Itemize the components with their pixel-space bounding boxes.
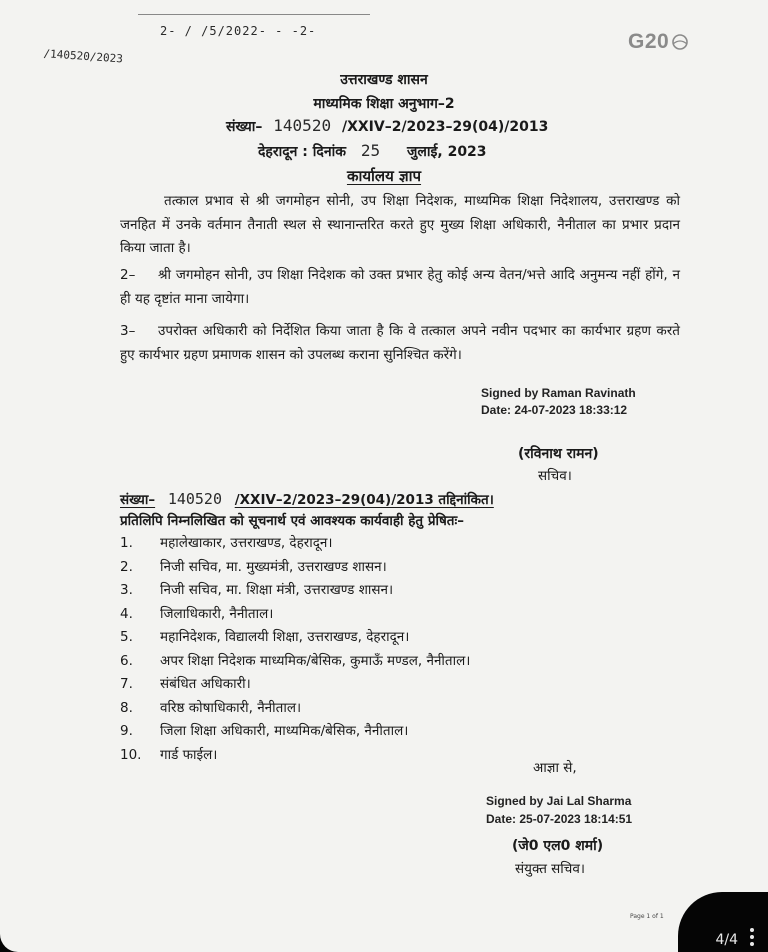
copy-number-suffix: /XXIV–2/2023–29(04)/2013 तद्दिनांकित। (234, 492, 494, 508)
order-date (258, 141, 487, 161)
list-item: 2. निजी सचिव, मा. मुख्यमंत्री, उत्तराखण्ड शासन। (120, 558, 387, 575)
g20-logo (628, 30, 698, 60)
more-options-icon[interactable] (744, 926, 760, 948)
list-item: 9. जिला शिक्षा अधिकारी, माध्यमिक/बेसिक, नैनीताल। (120, 723, 409, 739)
distribution-list (120, 532, 640, 767)
memo-title: कार्यालय ज्ञाप (346, 167, 422, 185)
date-handwritten: 25 (360, 141, 381, 160)
by-order: आज्ञा से, (533, 760, 577, 776)
list-item: 5. महानिदेशक, विद्यालयी शिक्षा, उत्तराखण्ड, देहरादून। (120, 629, 410, 645)
copy-number (120, 490, 494, 508)
page-counter: 4/4 (715, 932, 738, 948)
list-item: 6. अपर शिक्षा निदेशक माध्यमिक/बेसिक, कुमाऊँ मण्डल, नैनीताल। (120, 652, 471, 669)
paragraph-2 (120, 264, 680, 311)
list-item: 10. गार्ड फाईल। (120, 746, 218, 763)
order-number (226, 116, 548, 136)
handwritten-date: 2- / /5/2022- - -2- (160, 24, 317, 38)
signature-2-signed-by: Signed by Jai Lal Sharma (486, 794, 632, 808)
signature-2-name: (जे0 एल0 शर्मा) (512, 838, 604, 854)
reference-stamp: /140520/2023 (43, 47, 124, 66)
paragraph-1: तत्काल प्रभाव से श्री जगमोहन सोनी, उप शिक्षा निदेशक, माध्यमिक शिक्षा निदेशालय, उत्तराखण्ड को जनहित में उनके वर्तमान तैनाती स्थल से स्थानान्तरित करते हुए मुख्य शिक्षा अधिकारी, नैनीताल का प्रभार प्रदान किया जाता है। (120, 193, 680, 256)
signature-2-designation: संयुक्त सचिव। (515, 861, 585, 877)
signature-1-signed-by: Signed by Raman Ravinath (481, 386, 636, 400)
top-rule (138, 14, 370, 15)
number-handwritten: 140520 (273, 116, 332, 135)
department-name: माध्यमिक शिक्षा अनुभाग–2 (313, 96, 455, 112)
date-suffix: जुलाई, 2023 (407, 144, 487, 160)
list-item: 3. निजी सचिव, मा. शिक्षा मंत्री, उत्तराखण्ड शासन। (120, 582, 394, 598)
signature-1-date: Date: 24-07-2023 18:33:12 (481, 403, 628, 417)
number-suffix: /XXIV–2/2023–29(04)/2013 (341, 119, 549, 135)
government-name: उत्तराखण्ड शासन (340, 72, 428, 88)
list-item: 1. महालेखाकार, उत्तराखण्ड, देहरादून। (120, 535, 333, 551)
copy-heading: प्रतिलिपि निम्नलिखित को सूचनार्थ एवं आवश्यक कार्यवाही हेतु प्रेषितः– (120, 513, 464, 529)
signature-2-date: Date: 25-07-2023 18:14:51 (486, 812, 633, 826)
paragraph-2-number: 2– (120, 267, 136, 283)
copy-number-handwritten: 140520 (167, 490, 222, 508)
paragraph-3 (120, 320, 680, 367)
list-item: 4. जिलाधिकारी, नैनीताल। (120, 605, 274, 622)
g20-logo-text: G20 (628, 30, 670, 53)
number-label: संख्या– (226, 119, 263, 135)
paragraph-3-number: 3– (120, 323, 136, 339)
page-note: Page 1 of 1 (630, 913, 664, 920)
paragraph-3-text: उपरोक्त अधिकारी को निर्देशित किया जाता है कि वे तत्काल अपने नवीन पदभार का कार्यभार ग्रहण करते हुए कार्यभार ग्रहण प्रमाणक शासन को उपलब्ध कराना सुनिश्चित करेंगे। (120, 323, 680, 363)
list-item: 8. वरिष्ठ कोषाधिकारी, नैनीताल। (120, 699, 302, 716)
signature-1-name: (रविनाथ रामन) (518, 446, 599, 462)
lotus-earth-icon (670, 33, 690, 51)
list-item: 7. संबंधित अधिकारी। (120, 676, 251, 692)
date-label: देहरादून : दिनांक (258, 144, 346, 160)
copy-number-label: संख्या– (120, 492, 156, 508)
paragraph-2-text: श्री जगमोहन सोनी, उप शिक्षा निदेशक को उक्त प्रभार हेतु कोई अन्य वेतन/भत्ते आदि अनुमन्य नहीं होंगे, न ही यह दृष्टांत माना जायेगा। (120, 267, 680, 307)
signature-1-designation: सचिव। (538, 468, 572, 484)
